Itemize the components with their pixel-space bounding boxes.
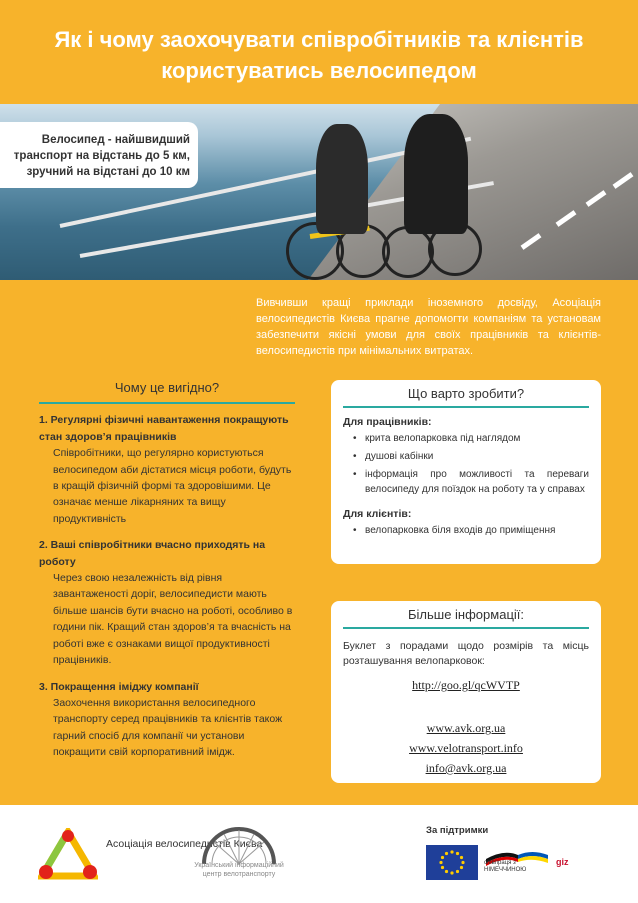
- benefit-body: Співробітники, що регулярно користуються велосипедом аби дістатися місця роботи, будуть в кращій фізичній формі та здоровішими. Це означає менше лікарняних та вищу продуктивність: [53, 447, 292, 525]
- benefit-title: 2. Ваші співробітники вчасно приходять на роботу: [39, 539, 266, 568]
- intro-paragraph: Вивчивши кращі приклади іноземного досвіду, Асоціація велосипедистів Києва прагне допомогти компаніям та установам забезпечити якісні умови для своїх працівників та клієнтів-велосипедистів при мінімальних витратах.: [256, 297, 601, 357]
- footer: [0, 805, 638, 903]
- benefit-body: Заохочення використання велосипедного транспорту серед працівників та клієнтів також гарний спосіб для компанії чи установи покращити свій корпоративний імідж.: [53, 696, 283, 759]
- clients-label: Для клієнтів:: [343, 508, 412, 520]
- workers-list: [331, 431, 601, 497]
- benefits-heading: Чому це вигідно?: [39, 380, 295, 404]
- cyclist-woman: [316, 124, 368, 234]
- center-name: Український інформаційний центр велотранспорту: [194, 862, 284, 878]
- giz-logo: giz: [556, 857, 569, 867]
- list-item: • крита велопарковка під наглядом: [353, 431, 589, 446]
- avk-logo-icon: [38, 828, 98, 880]
- list-item: • велопарковка біля входів до приміщення: [353, 523, 589, 538]
- clients-list: [331, 523, 601, 538]
- more-info-heading: Більше інформації:: [343, 601, 589, 629]
- email-link[interactable]: info@avk.org.ua: [425, 761, 507, 775]
- more-info-card: [331, 601, 601, 783]
- cooperation-text: співпраця з НІМЕЧЧИНОЮ: [484, 860, 527, 873]
- benefit-title: 1. Регулярні фізичні навантаження покращують стан здоров’я працівників: [39, 414, 289, 443]
- more-info-text: Буклет з порадами щодо розмірів та місць розташування велопарковок:: [343, 640, 589, 667]
- booklet-link[interactable]: http://goo.gl/qcWVTP: [412, 678, 520, 692]
- todo-heading: Що варто зробити?: [343, 380, 589, 408]
- benefit-title: 3. Покращення іміджу компанії: [39, 680, 199, 693]
- benefits-section: [39, 380, 295, 771]
- workers-label: Для працівників:: [343, 416, 432, 428]
- wheel-logo-icon: [194, 822, 284, 866]
- velotransport-link[interactable]: www.velotransport.info: [409, 741, 523, 755]
- todo-card: [331, 380, 601, 564]
- list-item: • душові кабінки: [353, 449, 589, 464]
- eu-flag-icon: [426, 845, 478, 880]
- cyclist-man: [404, 114, 468, 234]
- header: [0, 0, 638, 104]
- benefit-body: Через свою незалежність від рівня завантаженості доріг, велосипедисти мають більше шансів бути вчасно на роботі, особливо в години пік. Кращий стан здоров’я та вчасність на роботі вже є ознаками вищої продуктивності працівників.: [53, 572, 293, 667]
- list-item: • інформація про можливості та переваги велосипеду для поїздок на роботу та у справах: [353, 467, 589, 497]
- avk-site-link[interactable]: www.avk.org.ua: [426, 721, 506, 735]
- page-title: Як і чому заохочувати співробітників та клієнтів користуватись велосипедом: [54, 27, 584, 83]
- avk-name: Асоціація велосипедистів Києва: [106, 838, 263, 850]
- support-label: За підтримки: [426, 825, 489, 836]
- speed-callout: Велосипед - найшвидший транспорт на відстань до 5 км, зручний на відстані до 10 км: [0, 122, 198, 188]
